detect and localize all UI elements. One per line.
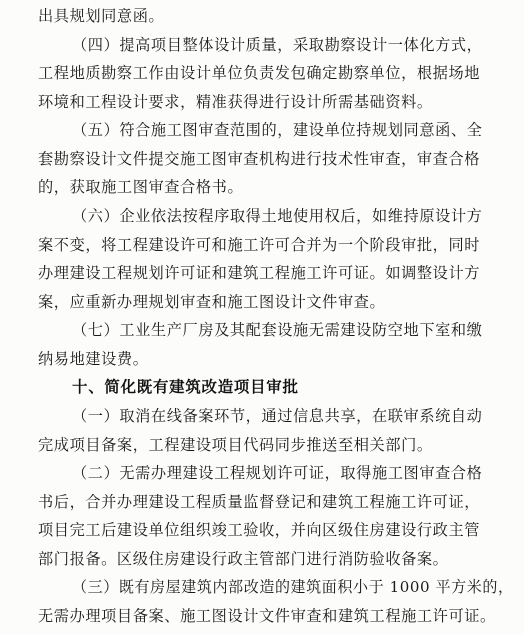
text-line: （七）工业生产厂房及其配套设施无需建设防空地下室和缴: [72, 321, 483, 339]
text-line: 项目完工后建设单位组织竣工验收，并向区级住房建设行政主管: [38, 521, 481, 539]
text-line: 部门报备。区级住房建设行政主管部门进行消防验收备案。: [38, 550, 449, 568]
text-line: 案，应重新办理规划审查和施工图设计文件审查。: [38, 293, 386, 311]
text-line: 案不变，将工程建设许可和施工许可合并为一个阶段审批，同时: [38, 236, 481, 254]
text-line: （二）无需办理建设工程规划许可证，取得施工图审查合格: [72, 464, 483, 482]
text-line: （一）取消在线备案环节，通过信息共享，在联审系统自动: [72, 407, 483, 425]
text-line: （六）企业依法按程序取得土地使用权后，如维持原设计方: [72, 207, 483, 225]
text-line: 环境和工程设计要求，精准获得进行设计所需基础资料。: [38, 93, 433, 111]
text-line: 无需办理项目备案、施工图设计文件审查和建筑工程施工许可证。: [38, 607, 496, 625]
text-line: 套勘察设计文件提交施工图审查机构进行技术性审查，审查合格: [38, 150, 481, 168]
text-line: （五）符合施工图审查范围的，建设单位持规划同意函、全: [72, 121, 483, 139]
text-line: 书后，合并办理建设工程质量监督登记和建筑工程施工许可证，: [38, 493, 481, 511]
text-line: 完成项目备案，工程建设项目代码同步推送至相关部门。: [38, 436, 433, 454]
text-line: （三）既有房屋建筑内部改造的建筑面积小于 1000 平方米的，: [72, 578, 514, 596]
text-line: （四）提高项目整体设计质量，采取勘察设计一体化方式，: [72, 36, 483, 54]
text-line: 的，获取施工图审查合格书。: [38, 178, 244, 196]
text-line: 办理建设工程规划许可证和建筑工程施工许可证。如调整设计方: [38, 264, 481, 282]
text-line: 工程地质勘察工作由设计单位负责发包确定勘察单位，根据场地: [38, 64, 481, 82]
text-line: 纳易地建设费。: [38, 350, 149, 368]
section-heading: 十、简化既有建筑改造项目审批: [72, 378, 299, 396]
text-line: 出具规划同意函。: [38, 7, 165, 25]
